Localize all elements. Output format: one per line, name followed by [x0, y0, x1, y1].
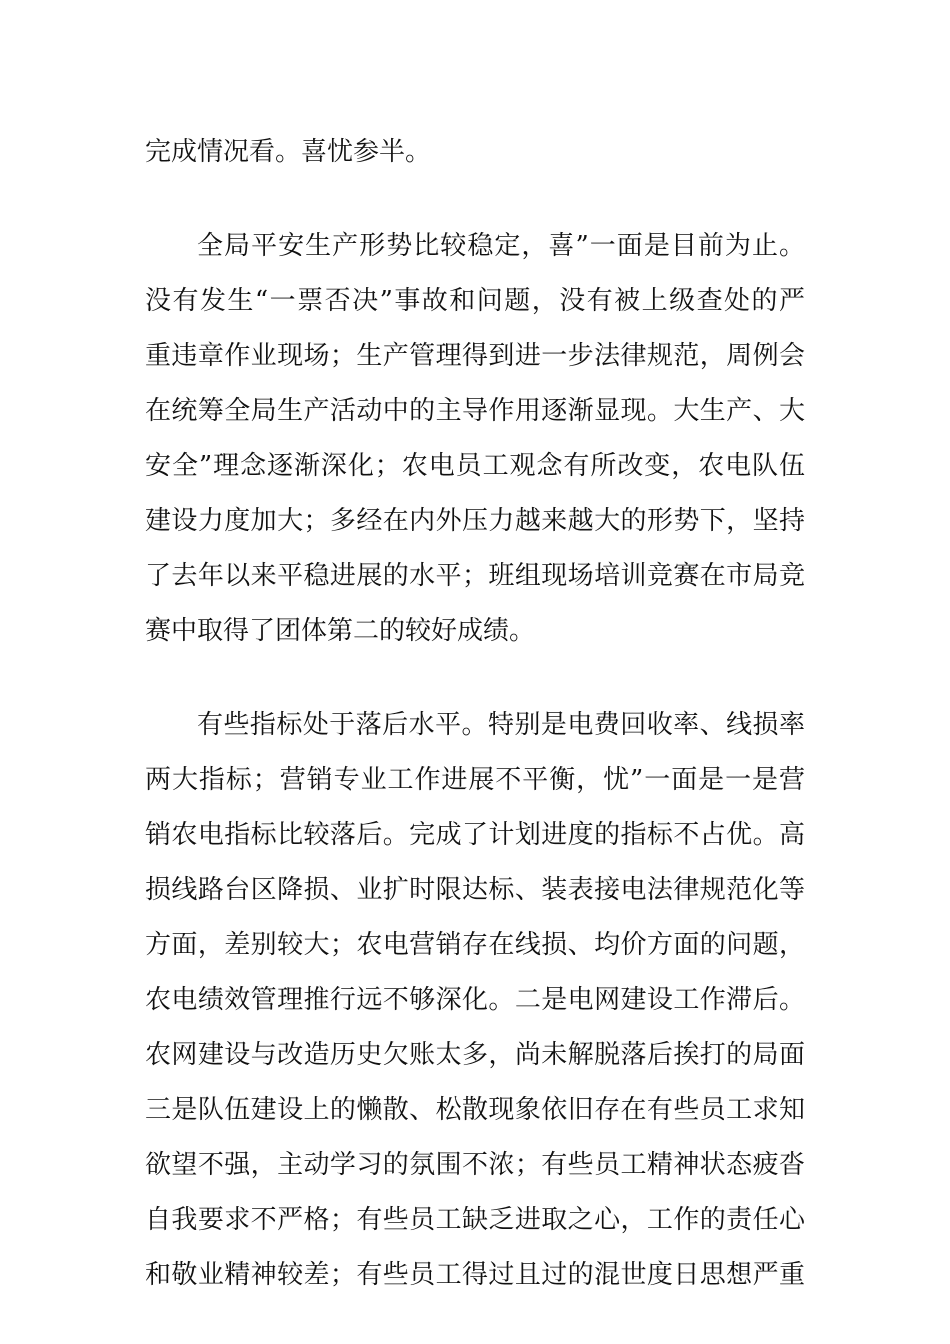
paragraph-3-line-4: 损线路台区降损、业扩时限达标、装表接电法律规范化等: [145, 875, 805, 905]
paragraph-1-line-1: 完成情况看。喜忧参半。: [145, 137, 432, 167]
paragraph-2-line-8: 赛中取得了团体第二的较好成绩。: [145, 616, 536, 646]
paragraph-3-line-2: 两大指标；营销专业工作进展不平衡，忧”一面是一是营: [145, 765, 805, 795]
paragraph-3-line-7: 农网建设与改造历史欠账太多，尚未解脱落后挨打的局面: [145, 1040, 805, 1070]
paragraph-3-line-5: 方面，差别较大；农电营销存在线损、均价方面的问题，: [145, 930, 805, 960]
paragraph-2-line-3: 重违章作业现场；生产管理得到进一步法律规范，周例会: [145, 341, 805, 371]
paragraph-2-line-1: 全局平安生产形势比较稳定，喜”一面是目前为止。: [197, 231, 805, 261]
paragraph-3-line-3: 销农电指标比较落后。完成了计划进度的指标不占优。高: [145, 820, 805, 850]
paragraph-3-line-6: 农电绩效管理推行远不够深化。二是电网建设工作滞后。: [145, 985, 805, 1015]
paragraph-2-line-4: 在统筹全局生产活动中的主导作用逐渐显现。大生产、大: [145, 396, 805, 426]
paragraph-2-line-6: 建设力度加大；多经在内外压力越来越大的形势下，坚持: [145, 506, 805, 536]
paragraph-2-line-2: 没有发生“一票否决”事故和问题，没有被上级查处的严: [145, 286, 805, 316]
paragraph-3-line-9: 欲望不强，主动学习的氛围不浓；有些员工精神状态疲沓: [145, 1150, 805, 1180]
paragraph-2-line-7: 了去年以来平稳进展的水平；班组现场培训竞赛在市局竞: [145, 561, 805, 591]
paragraph-3-line-11: 和敬业精神较差；有些员工得过且过的混世度日思想严重: [145, 1260, 805, 1290]
paragraph-3-line-10: 自我要求不严格；有些员工缺乏进取之心，工作的责任心: [145, 1205, 805, 1235]
paragraph-3-line-1: 有些指标处于落后水平。特别是电费回收率、线损率: [197, 710, 805, 740]
paragraph-3-line-8: 三是队伍建设上的懒散、松散现象依旧存在有些员工求知: [145, 1095, 805, 1125]
paragraph-2-line-5: 安全”理念逐渐深化；农电员工观念有所改变，农电队伍: [145, 451, 805, 481]
